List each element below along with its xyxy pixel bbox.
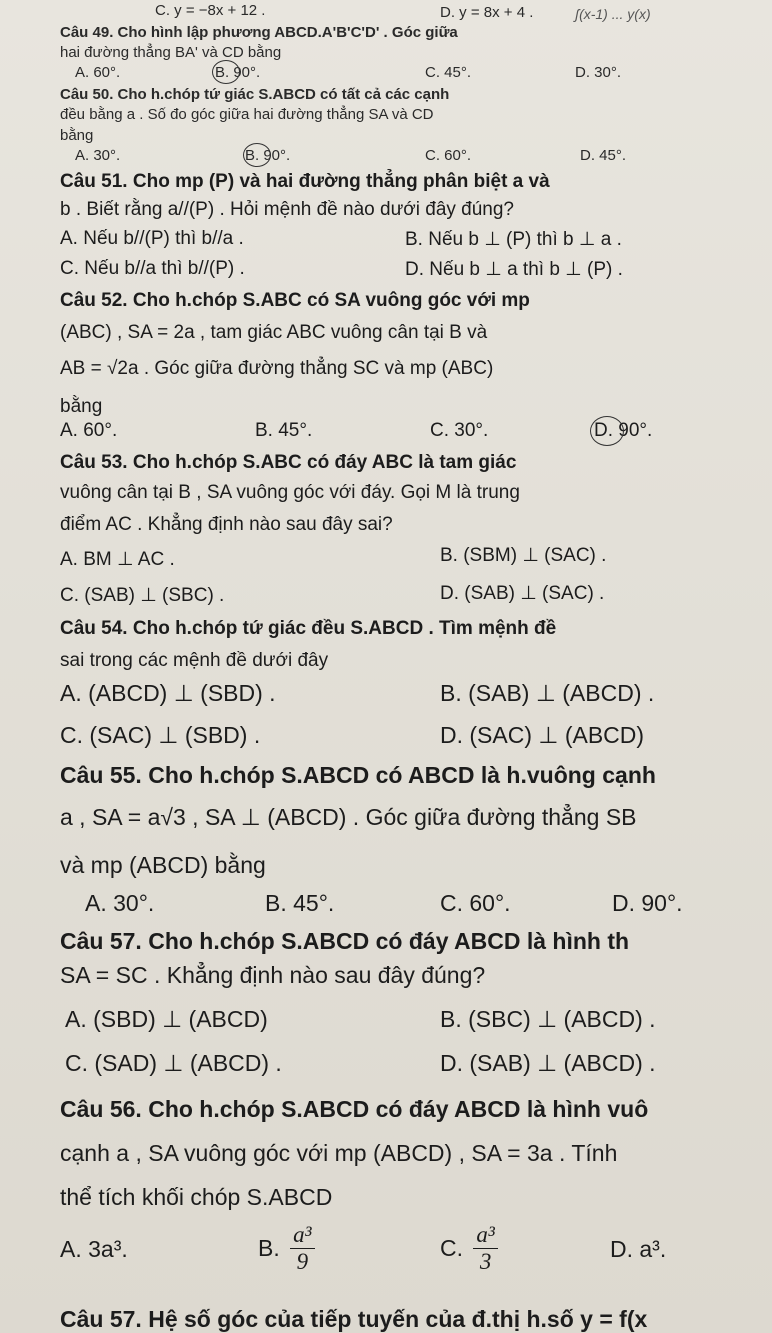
q53-option-d: D. (SAB) ⊥ (SAC) . bbox=[440, 583, 605, 604]
fraction-b-denominator: 9 bbox=[296, 1249, 309, 1274]
q57-option-c: C. (SAD) ⊥ (ABCD) . bbox=[65, 1050, 282, 1076]
q57-next-text: Câu 57. Hệ số góc của tiếp tuyến của đ.thị h.số y = f(x bbox=[60, 1306, 648, 1332]
q50-text: Câu 50. Cho h.chóp tứ giác S.ABCD có tất cả các cạnh bbox=[60, 86, 450, 103]
q56-option-d: D. a³. bbox=[610, 1236, 667, 1262]
q56-option-b-label: B. bbox=[258, 1235, 280, 1261]
q51-option-c: C. Nếu b//a thì b//(P) . bbox=[60, 258, 245, 279]
q55-option-d: D. 90°. bbox=[612, 890, 683, 916]
q54-option-b: B. (SAB) ⊥ (ABCD) . bbox=[440, 680, 655, 706]
answer-circle-mark bbox=[590, 416, 624, 446]
q52-text-2: (ABC) , SA = 2a , tam giác ABC vuông cân tại B và bbox=[60, 322, 488, 343]
q56-text-2: cạnh a , SA vuông góc với mp (ABCD) , SA = 3a . Tính bbox=[60, 1140, 618, 1166]
q57-option-a: A. (SBD) ⊥ (ABCD) bbox=[65, 1006, 268, 1032]
q56-option-c bbox=[440, 1222, 502, 1275]
q50-option-c: C. 60°. bbox=[425, 147, 472, 164]
q57-text: Câu 57. Cho h.chóp S.ABCD có đáy ABCD là hình th bbox=[60, 928, 630, 954]
q49-option-a: A. 60°. bbox=[75, 64, 121, 81]
q53-option-a: A. BM ⊥ AC . bbox=[60, 549, 175, 570]
q54-option-d: D. (SAC) ⊥ (ABCD) bbox=[440, 722, 645, 748]
q56-option-c-label: C. bbox=[440, 1235, 463, 1261]
q56-text: Câu 56. Cho h.chóp S.ABCD có đáy ABCD là hình vuô bbox=[60, 1096, 649, 1122]
q49-text: Câu 49. Cho hình lập phương ABCD.A'B'C'D' . Góc giữa bbox=[60, 24, 458, 41]
q56-option-a: A. 3a³. bbox=[60, 1236, 128, 1262]
q53-text-3: điểm AC . Khẳng định nào sau đây sai? bbox=[60, 514, 393, 535]
q50-option-b: B. 90°. bbox=[245, 147, 291, 164]
q54-option-c: C. (SAC) ⊥ (SBD) . bbox=[60, 722, 261, 748]
q51-option-b: B. Nếu b ⊥ (P) thì b ⊥ a . bbox=[405, 229, 622, 250]
q55-option-a: A. 30°. bbox=[85, 890, 155, 916]
q49-option-c: C. 45°. bbox=[425, 64, 472, 81]
q49-option-d: D. 30°. bbox=[575, 64, 622, 81]
fraction-c bbox=[473, 1222, 497, 1275]
answer-circle-mark bbox=[212, 60, 240, 84]
fraction-c-denominator: 3 bbox=[479, 1249, 492, 1274]
q48-option-c: C. y = −8x + 12 . bbox=[155, 2, 266, 19]
q56-text-3: thể tích khối chóp S.ABCD bbox=[60, 1184, 333, 1210]
q53-option-b: B. (SBM) ⊥ (SAC) . bbox=[440, 545, 607, 566]
q50-option-a: A. 30°. bbox=[75, 147, 121, 164]
handwritten-note: ʃ(x-1) ... y(x) bbox=[575, 6, 651, 22]
q51-option-d: D. Nếu b ⊥ a thì b ⊥ (P) . bbox=[405, 259, 623, 280]
q50-option-d: D. 45°. bbox=[580, 147, 627, 164]
q56-option-b bbox=[258, 1222, 319, 1275]
q51-option-a: A. Nếu b//(P) thì b//a . bbox=[60, 228, 244, 249]
q53-option-c: C. (SAB) ⊥ (SBC) . bbox=[60, 585, 225, 606]
q50-text-2: đều bằng a . Số đo góc giữa hai đường thẳng SA và CD bbox=[60, 106, 434, 123]
answer-circle-mark bbox=[243, 143, 271, 167]
q52-option-d: D. 90°. bbox=[594, 420, 653, 441]
q55-text-3: và mp (ABCD) bằng bbox=[60, 852, 266, 878]
q53-text-2: vuông cân tại B , SA vuông góc với đáy. Gọi M là trung bbox=[60, 482, 520, 503]
q55-option-b: B. 45°. bbox=[265, 890, 335, 916]
fraction-b bbox=[290, 1222, 314, 1275]
q57-option-b: B. (SBC) ⊥ (ABCD) . bbox=[440, 1006, 656, 1032]
q57-option-d: D. (SAB) ⊥ (ABCD) . bbox=[440, 1050, 656, 1076]
q53-text: Câu 53. Cho h.chóp S.ABC có đáy ABC là tam giác bbox=[60, 452, 517, 473]
fraction-b-numerator: a³ bbox=[290, 1222, 314, 1249]
q54-option-a: A. (ABCD) ⊥ (SBD) . bbox=[60, 680, 276, 706]
q55-option-c: C. 60°. bbox=[440, 890, 511, 916]
q52-option-b: B. 45°. bbox=[255, 420, 313, 441]
q49-option-b: B. 90°. bbox=[215, 64, 261, 81]
q55-text-2: a , SA = a√3 , SA ⊥ (ABCD) . Góc giữa đường thẳng SB bbox=[60, 804, 637, 830]
fraction-c-numerator: a³ bbox=[473, 1222, 497, 1249]
q52-option-c: C. 30°. bbox=[430, 420, 489, 441]
q52-option-a: A. 60°. bbox=[60, 420, 118, 441]
q55-text: Câu 55. Cho h.chóp S.ABCD có ABCD là h.vuông cạnh bbox=[60, 762, 656, 788]
q57-text-2: SA = SC . Khẳng định nào sau đây đúng? bbox=[60, 962, 486, 988]
q49-text-2: hai đường thẳng BA' và CD bằng bbox=[60, 44, 282, 61]
q54-text: Câu 54. Cho h.chóp tứ giác đều S.ABCD . Tìm mệnh đề bbox=[60, 618, 557, 639]
q51-text: Câu 51. Cho mp (P) và hai đường thẳng phân biệt a và bbox=[60, 171, 550, 192]
q52-text-4: bằng bbox=[60, 396, 103, 417]
q50-text-3: bằng bbox=[60, 127, 94, 144]
q48-option-d: D. y = 8x + 4 . bbox=[440, 4, 534, 21]
q51-text-2: b . Biết rằng a//(P) . Hỏi mệnh đề nào dưới đây đúng? bbox=[60, 199, 514, 220]
q54-text-2: sai trong các mệnh đề dưới đây bbox=[60, 650, 329, 671]
q52-text: Câu 52. Cho h.chóp S.ABC có SA vuông góc với mp bbox=[60, 290, 530, 311]
q52-text-3: AB = √2a . Góc giữa đường thẳng SC và mp (ABC) bbox=[60, 358, 494, 379]
